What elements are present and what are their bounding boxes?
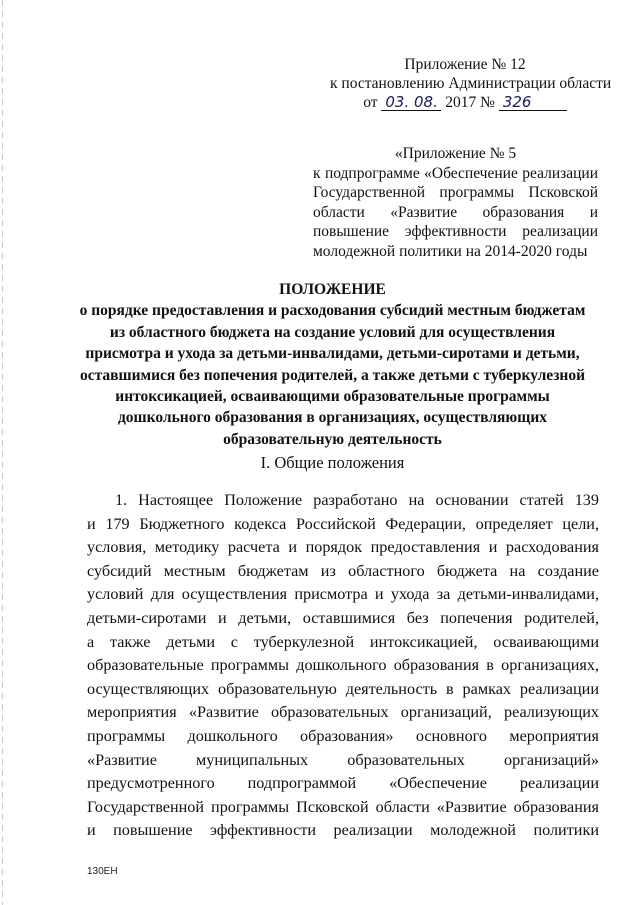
footer-code: 130ЕН	[87, 866, 118, 877]
paragraph-1	[87, 489, 599, 843]
paragraph-line: осуществляющих образовательную деятельность в рамках реализации	[87, 679, 599, 698]
paragraph-line: мероприятия «Развитие образовательных организаций, реализующих	[87, 703, 599, 722]
paragraph-line: образовательные программы дошкольного образования в организациях,	[87, 656, 599, 675]
paragraph-line: субсидий местным бюджетам из областного бюджета на создание	[87, 561, 599, 580]
paragraph-line: условий для осуществления присмотра и ухода за детьми-инвалидами,	[87, 585, 599, 604]
paragraph-line: детьми-сиротами и детьми, оставшимися без попечения родителей,	[87, 608, 599, 627]
appendix-date-line	[330, 93, 600, 112]
handwritten-date: 03. 08.	[381, 94, 441, 111]
paragraph-line: условия, методику расчета и порядок предоставления и расходования	[87, 538, 599, 557]
paragraph-line: 1. Настоящее Положение разработано на основании статей 139	[115, 491, 599, 509]
sub-appendix-line: Государственной программы Псковской	[313, 184, 598, 201]
appendix-header	[330, 55, 612, 112]
sub-appendix-block	[313, 144, 598, 261]
sub-appendix-line: повышение эффективности реализации	[313, 223, 598, 240]
paragraph-line: предусмотренного подпрограммой «Обеспечение реализации	[87, 774, 599, 793]
sub-appendix-title: «Приложение № 5	[394, 145, 517, 162]
paragraph-line: и повышение эффективности реализации молодежной политики	[87, 821, 599, 840]
scan-edge	[2, 0, 3, 905]
sub-appendix-line: молодежной политики на 2014-2020 годы	[313, 242, 588, 260]
sub-appendix-line: области «Развитие образования и	[313, 203, 598, 221]
appendix-resolution-ref: к постановлению Администрации области	[330, 75, 612, 92]
heading-line: из областного бюджета на создание условий для осуществления	[109, 323, 556, 341]
heading-line: о порядке предоставления и расходования субсидий местным бюджетам	[79, 302, 586, 320]
paragraph-line: программы дошкольного образования» основного мероприятия	[87, 726, 599, 745]
paragraph-line: а также детьми с туберкулезной интоксикацией, осваивающими	[87, 632, 599, 651]
heading-line: оставшимися без попечения родителей, а также детьми с туберкулезной	[79, 366, 586, 384]
heading-line: интоксикацией, осваивающими образовательные программы	[115, 388, 550, 406]
sub-appendix-line: к подпрограмме «Обеспечение реализации	[313, 164, 598, 182]
paragraph-line: Государственной программы Псковской области «Развитие образования	[87, 797, 599, 816]
document-heading	[55, 279, 610, 450]
heading-line: образовательную деятельность	[223, 430, 442, 448]
appendix-title: Приложение № 12	[404, 56, 526, 73]
heading-line: дошкольного образования в организациях, осуществляющих	[117, 409, 548, 427]
document-title: ПОЛОЖЕНИЕ	[279, 281, 386, 298]
year-number-label: 2017 №	[445, 94, 495, 111]
heading-line: присмотра и ухода за детьми-инвалидами, детьми-сиротами и детьми,	[85, 345, 580, 363]
handwritten-number: 326	[499, 94, 567, 111]
paragraph-line: и 179 Бюджетного кодекса Российской Федерации, определяет цели,	[87, 514, 599, 533]
section-title: I. Общие положения	[260, 453, 405, 472]
date-prefix: от	[363, 94, 378, 111]
paragraph-line: «Развитие муниципальных образовательных организаций»	[87, 750, 599, 769]
